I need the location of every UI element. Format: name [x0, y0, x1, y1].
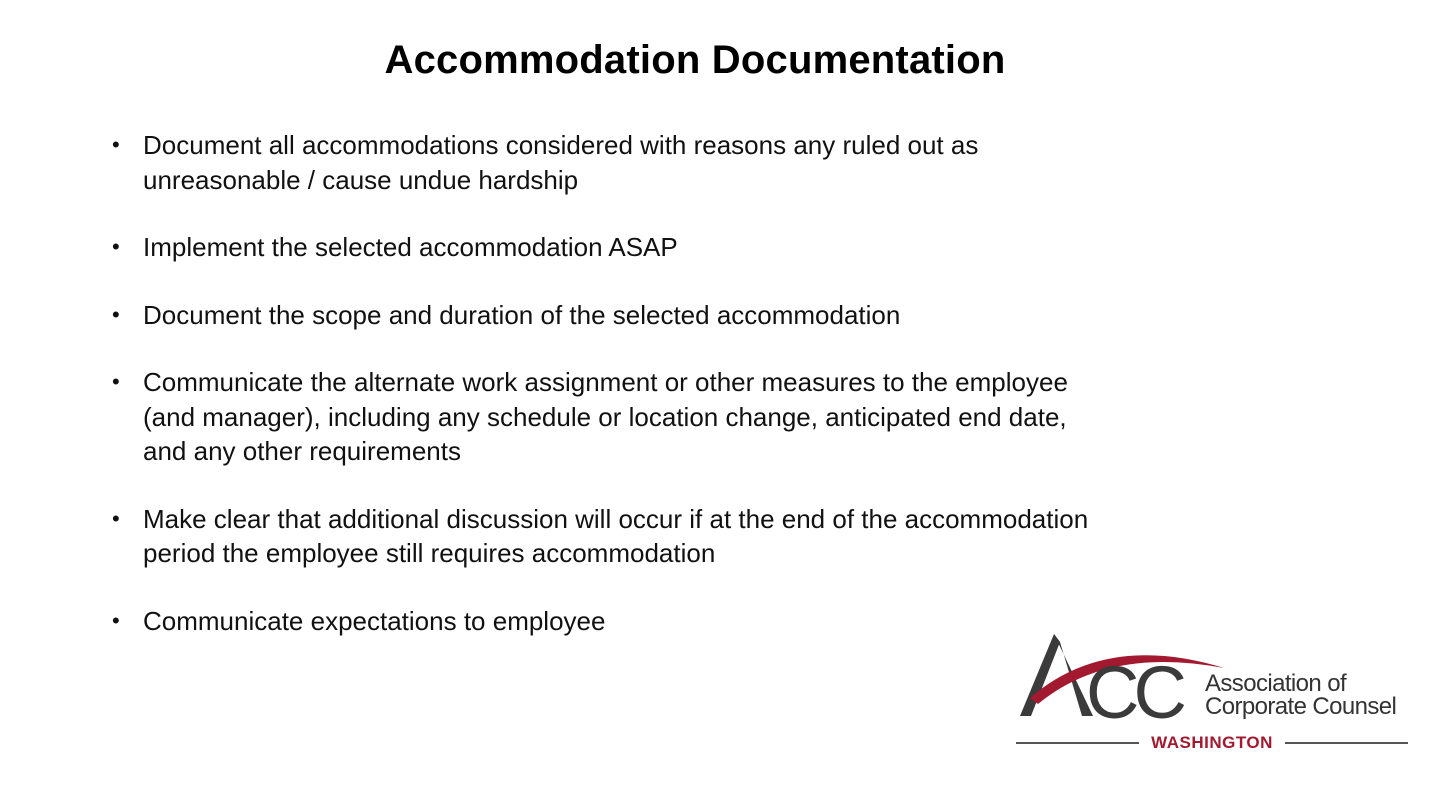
logo-chapter-name: WASHINGTON	[1151, 733, 1273, 752]
svg-text:CC: CC	[1086, 651, 1181, 728]
bullet-item	[112, 365, 1102, 469]
bullet-marker: •	[112, 301, 120, 327]
logo-name-line1: Association of	[1205, 670, 1347, 697]
acc-logo-name	[1205, 672, 1396, 718]
bullet-item	[112, 298, 1102, 333]
bullet-item	[112, 128, 1102, 197]
bullet-item	[112, 604, 1102, 639]
logo-divider-right	[1285, 742, 1408, 744]
bullet-text: Document all accommodations considered with reasons any ruled out as unreasonable / cause undue hardship	[143, 130, 979, 195]
bullet-marker: •	[112, 505, 120, 531]
logo-chapter	[1016, 730, 1408, 756]
acc-logo	[1016, 628, 1408, 758]
logo-divider-left	[1016, 742, 1139, 744]
bullet-marker: •	[112, 607, 120, 633]
bullet-text: Communicate expectations to employee	[143, 605, 606, 636]
bullet-text: Communicate the alternate work assignment or other measures to the employee (and manager), including any schedule or location change, anticipated end date, and any other requirements	[143, 367, 1068, 466]
bullet-text: Document the scope and duration of the selected accommodation	[143, 299, 901, 330]
bullet-list	[112, 128, 1102, 671]
bullet-text: Make clear that additional discussion will occur if at the end of the accommodation period the employee still requires accommodation	[143, 503, 1089, 568]
slide-title: Accommodation Documentation	[384, 38, 1006, 82]
bullet-marker: •	[112, 234, 120, 259]
bullet-item	[112, 502, 1102, 571]
logo-name-line2: Corporate Counsel	[1205, 693, 1397, 720]
bullet-item	[112, 230, 1102, 265]
bullet-marker: •	[112, 132, 120, 157]
bullet-marker: •	[112, 369, 120, 394]
bullet-text: Implement the selected accommodation ASAP	[143, 232, 678, 262]
